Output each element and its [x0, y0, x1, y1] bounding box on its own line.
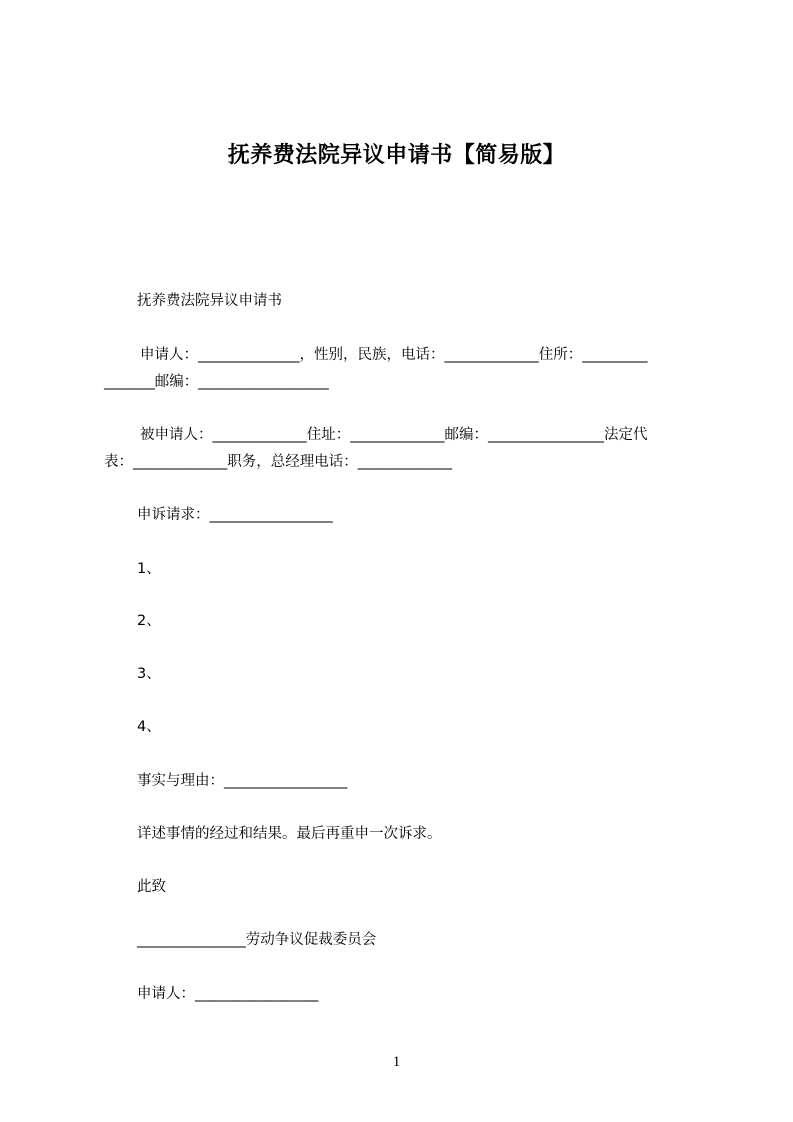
facts-label: 事实与理由：_________________	[137, 773, 348, 789]
respondent-line-1: 被申请人：_____________住址：_____________邮编：________________法定代	[140, 427, 648, 443]
committee-line: _______________劳动争议促裁委员会	[137, 932, 377, 948]
subtitle: 抚养费法院异议申请书	[137, 293, 282, 309]
claims-label: 申诉请求：_________________	[137, 507, 333, 523]
claim-item-2: 2、	[137, 613, 161, 629]
claim-item-3: 3、	[137, 666, 161, 682]
claim-item-1: 1、	[137, 561, 161, 577]
applicant-line-2: _______邮编：__________________	[104, 374, 329, 390]
page-title: 抚养费法院异议申请书【简易版】	[227, 143, 566, 168]
facts-description: 详述事情的经过和结果。最后再重申一次诉求。	[137, 826, 442, 842]
claim-item-4: 4、	[137, 719, 161, 735]
page-number: 1	[392, 1054, 401, 1070]
salutation: 此致	[137, 879, 166, 895]
signature-line: 申请人：_________________	[137, 986, 319, 1002]
respondent-line-2: 表：_____________职务，总经理电话：_____________	[104, 454, 452, 470]
applicant-line-1: 申请人：______________，性别，民族，电话：_____________住所：_________	[140, 347, 648, 363]
